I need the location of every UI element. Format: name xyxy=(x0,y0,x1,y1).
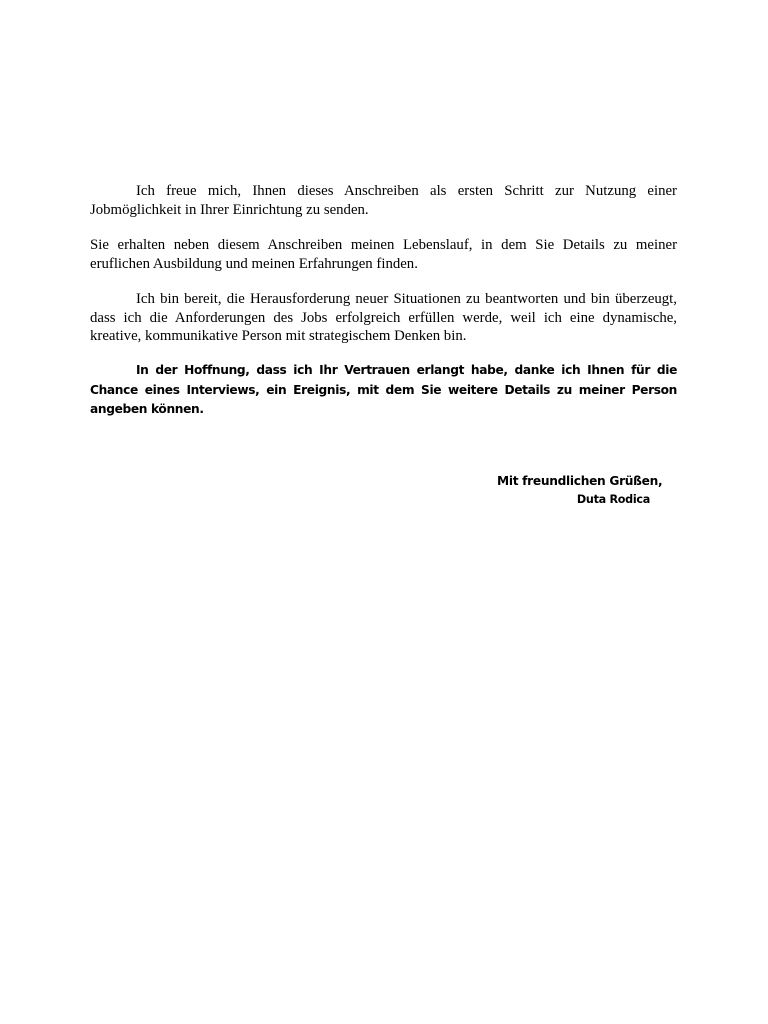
paragraph-cv: Sie erhalten neben diesem Anschreiben meinen Lebenslauf, in dem Sie Details zu meiner eruflichen Ausbildung und meinen Erfahrungen finden. xyxy=(90,237,677,272)
signature-name: Duta Rodica xyxy=(576,493,650,506)
paragraph-intro: Ich freue mich, Ihnen dieses Anschreiben als ersten Schritt zur Nutzung einer Jobmöglichkeit in Ihrer Einrichtung zu senden. xyxy=(90,183,677,218)
paragraph-conclusion: In der Hoffnung, dass ich Ihr Vertrauen erlangt habe, danke ich Ihnen für die Chance eines Interviews, ein Ereignis, mit dem Sie weitere Details zu meiner Person angeben können. xyxy=(90,363,677,416)
paragraph-qualifications: Ich bin bereit, die Herausforderung neuer Situationen zu beantworten und bin überzeugt, dass ich die Anforderungen des Jobs erfolgreich erfüllen werde, weil ich eine dynamische, kreative, kommunikative Person mit strategischem Denken bin. xyxy=(90,291,677,344)
closing-greeting: Mit freundlichen Grüßen, xyxy=(497,474,663,488)
